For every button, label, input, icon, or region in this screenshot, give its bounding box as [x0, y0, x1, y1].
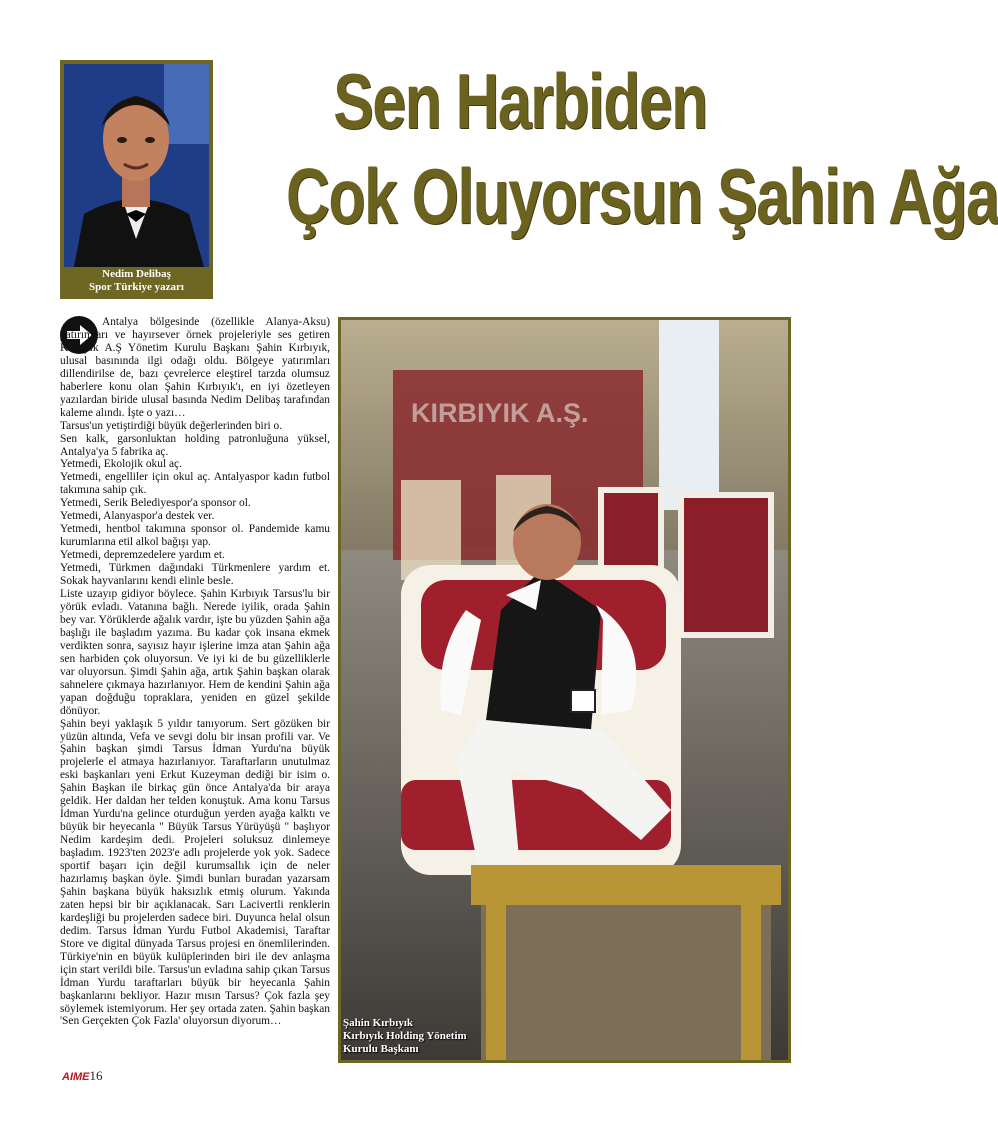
- main-photo: [338, 317, 791, 1063]
- photo-caption-role-1: Kırbıyık Holding Yönetim: [343, 1030, 467, 1042]
- title-line-1: Sen Harbiden: [333, 57, 707, 145]
- magazine-logo: AIME: [62, 1071, 90, 1083]
- page-title: [220, 56, 998, 246]
- company-sign: KIRBIYIK A.Ş.: [411, 398, 589, 428]
- article-paragraph: Yetmedi, hentbol takımına sponsor ol. Pandemide kamu kurumlarına etil alkol bağışı yap.: [60, 523, 330, 549]
- author-caption: [60, 268, 213, 294]
- article-paragraph: Yetmedi, depremzedelere yardım et.: [60, 549, 225, 562]
- article-paragraph: Yetmedi, Serik Belediyespor'a sponsor ol.: [60, 497, 251, 510]
- main-photo-scene: [341, 320, 788, 1060]
- article-paragraph: Sen kalk, garsonluktan holding patronluğuna yüksel, Antalya'ya 5 fabrika aç.: [60, 432, 330, 458]
- page-footer: [62, 1068, 103, 1084]
- author-name: Nedim Delibaş: [102, 268, 171, 280]
- article-paragraph: Yetmedi, engelliler için okul aç. Antalyaspor kadın futbol takımına sahip çık.: [60, 471, 330, 497]
- article-paragraph: Tarsus'un yetiştirdiği büyük değerlerinden biri o.: [60, 419, 283, 432]
- title-line-2: Çok Oluyorsun Şahin Ağa: [286, 152, 998, 240]
- article-paragraph: Antalya bölgesinde (özellikle Alanya-Aksu) yatırımları ve hayırsever örnek projeleriyle ses getiren Kırbıyık A.Ş Yönetim Kurulu Başkanı Şahin Kırbıyık, ulusal basınında ilgi odağı oldu. Bölgeye yatırımları dillendirilse de, bazı çevrelerce eleştirel tarzda olumsuz haberlere konu olan Şahin Kırbıyık'ı, en iyi özetleyen yazılardan biride ulusal basında Nedim Delibaş tarafından kaleme alındı. İşte o yazı…: [60, 316, 330, 419]
- article-paragraph: Şahin beyi yaklaşık 5 yıldır tanıyorum. Sert gözüken bir yüzün altında, Vefa ve sevgi dolu bir insan profili var. Ve Şahin başkan şimdi Tarsus İdman Yurdu'na büyük projelerle el atmaya hazırlanıyor. Taraftarların unutulmaz eski başkanları yeni Erkut Kuzeyman dediği bir isim o. Şahin Başkan ile birkaç gün önce Antalya'da bir araya geldik. Her daldan her telden konuştuk. Ama konu Tarsus İdman Yurdu'na gelince oturduğun yerden ayağa kalktı ve büyük bir heyecanla " Büyük Tarsus Yürüyüşü " başlıyor Nedim kardeşim dedi. Projeleri soluksuz dinlemeye başladım. 1923'ten 2023'e adlı projelerde yok yok. Sadece sportif başarı için değil kurumsallık için de neler hazırlamış başkan öyle. Şimdi bunları buradan yazarsam Şahin başkana büyük haksızlık etmiş olurum. Yakında zaten hepsi bir bir açıklanacak. Sarı Lacivertli renklerin kardeşliği bu projelerden sadece biri. Duyunca helal olsun dedim. Tarsus İdman Yurdu Futbol Akademisi, Taraftar Store ve digital dünyada Tarsus projesi en önemlilerinden. Türkiye'nin en büyük kulüplerinden biri ile dev anlaşma için start verildi bile. Tarsus'un evladına sahip çıkan Tarsus İdman Yurdu taraftarları büyük bir heyecanla Şahin başkanlarını bekliyor. Hazır mısın Tarsus? Çok fazla şey söylemek istemiyorum. Her şey ortada zaten. Şahin başkan 'Sen Gerçekten Çok Fazla' oluyorsun diyorum…: [60, 717, 330, 1028]
- page-number: 16: [89, 1068, 103, 1083]
- article-paragraph: Yetmedi, Alanyaspor'a destek ver.: [60, 510, 215, 523]
- photo-caption: [343, 1017, 543, 1056]
- author-box: [60, 60, 213, 299]
- article-paragraph: Liste uzayıp gidiyor böylece. Şahin Kırbıyık Tarsus'lu bir yörük evladı. Vatanına bağlı. Nerede iyilik, orada Şahin bey var. Yörüklerde ağalık vardır, işte bu yüzden Şahin ağa başlığı ile başladım yazıma. Bu kadar çok insana ekmek verdikten sonra, sayısız hayır işlerine imza atan Şahin ağa sen harbiden çok oluyorsun. Ve iyi ki de bu güzelliklerle var oluyorsun. Şimdi Şahin ağa, artık Şahin başkan olarak sahnelere çıkmaya hazırlanıyor. Hem de kendini Şahin ağa yapan doğduğu topraklara, yeniden en güzel şekilde dönüyor.: [60, 588, 330, 717]
- photo-caption-role-2: Kurulu Başkanı: [343, 1043, 419, 1055]
- article-paragraph: Yetmedi, Ekolojik okul aç.: [60, 458, 182, 471]
- author-portrait: [64, 64, 209, 267]
- photo-caption-name: Şahin Kırbıyık: [343, 1017, 414, 1029]
- author-portrait-figure: [64, 64, 209, 267]
- article-body: [60, 316, 330, 1028]
- article-paragraph: Yetmedi, Türkmen dağındaki Türkmenlere yardım et. Sokak hayvanlarını kendi elinle besle.: [60, 562, 330, 588]
- author-role: Spor Türkiye yazarı: [89, 281, 184, 293]
